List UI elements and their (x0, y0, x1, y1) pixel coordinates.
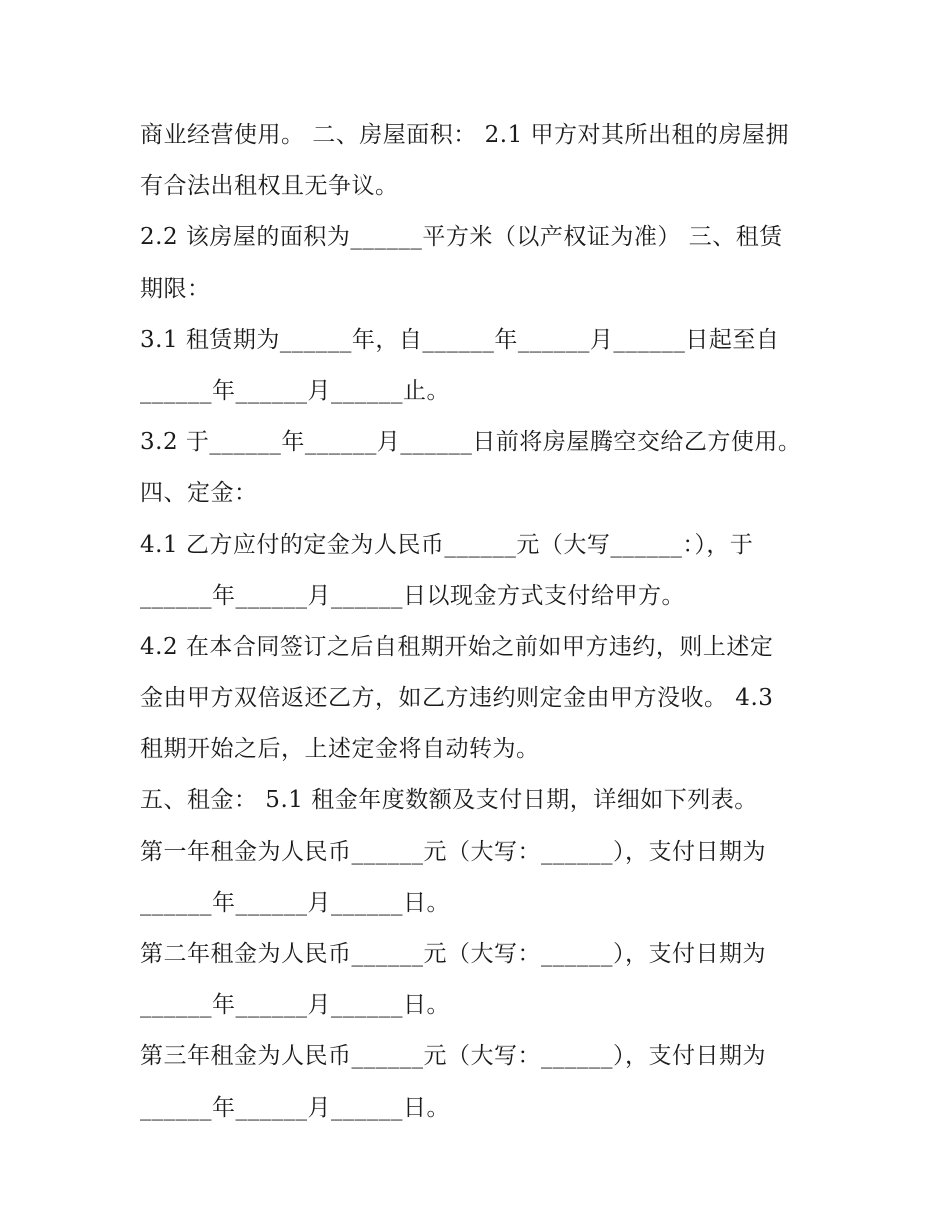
text-line: 3.1 租赁期为______年，自______年______月______日起至自 (140, 326, 780, 353)
text-line: 4.2 在本合同签订之后自租期开始之前如甲方违约，则上述定 (140, 633, 774, 660)
text-line: 2.2 该房屋的面积为______平方米（以产权证为准） 三、租赁 (140, 224, 783, 251)
document-body (140, 110, 820, 1134)
text-line: ______年______月______日。 (140, 889, 450, 916)
text-line: ______年______月______日以现金方式支付给甲方。 (140, 582, 685, 609)
text-line: ______年______月______日。 (140, 992, 450, 1019)
section-heading: 四、定金： (140, 480, 258, 507)
text-line: 金由甲方双倍返还乙方，如乙方违约则定金由甲方没收。 4.3 (140, 685, 774, 712)
text-line: 第二年租金为人民币______元（大写：______），支付日期为 (140, 941, 766, 967)
text-line: ______年______月______止。 (140, 377, 450, 404)
text-line: 商业经营使用。 二、房屋面积： 2.1 甲方对其所出租的房屋拥 (140, 122, 790, 148)
text-line: 3.2 于______年______月______日前将房屋腾空交给乙方使用。 (140, 429, 802, 456)
text-line: 五、租金： 5.1 租金年度数额及支付日期，详细如下列表。 (140, 787, 758, 814)
text-line: 租期开始之后，上述定金将自动转为。 (140, 736, 540, 763)
text-line: 期限： (140, 275, 211, 302)
text-line: 有合法出租权且无争议。 (140, 173, 399, 200)
text-line: 4.1 乙方应付的定金为人民币______元（大写______：），于 (140, 531, 754, 558)
text-line: 第一年租金为人民币______元（大写：______），支付日期为 (140, 838, 766, 865)
text-line: 第三年租金为人民币______元（大写：______），支付日期为 (140, 1043, 766, 1070)
text-line: ______年______月______日。 (140, 1094, 450, 1121)
